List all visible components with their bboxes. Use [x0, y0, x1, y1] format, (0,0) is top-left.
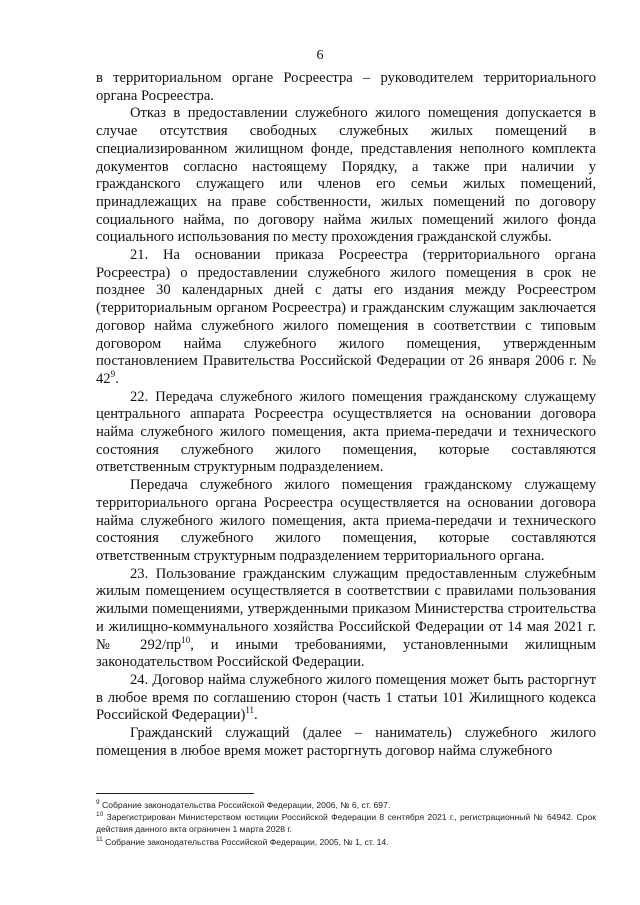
paragraph-text-tail: . — [115, 370, 119, 387]
paragraph-item-22: 22. Передача служебного жилого помещения гражданскому служащему центрального аппарата Росреестра осуществляется на основании договора найма служебного жилого помещения, акта приема-передачи и технического состояния служебного жилого помещения, которые составляются ответственным структурным подразделением. — [96, 388, 596, 476]
paragraph-text: 21. На основании приказа Росреестра (территориального органа Росреестра) о предоставлении служебного жилого помещения в срок не позднее 30 календарных дней с даты его издания между Росреестром (территориальным органом Росреестра) и гражданским служащим заключается договор найма служебного жилого помещения в соответствии с типовым договором найма служебного жилого помещения, утвержденным постановлением Правительства Российской Федерации от 26 января 2006 г. № 42 — [96, 247, 596, 387]
footnote-number: 10 — [96, 811, 104, 819]
footnote-separator — [96, 793, 254, 794]
paragraph-text-tail: . — [254, 707, 258, 724]
paragraph-item-23 — [96, 566, 596, 672]
footnote-9 — [96, 799, 596, 811]
footnote-ref: 9 — [110, 369, 116, 380]
paragraph-item-24 — [96, 672, 596, 725]
footnotes — [96, 799, 596, 848]
paragraph-refusal-grounds: Отказ в предоставлении служебного жилого помещения допускается в случае отсутствия свободных служебных жилых помещений в специализированном жилищном фонде, представления неполного комплекта документов согласно настоящему Порядку, а также при наличии у гражданского служащего или членов его семьи жилых помещений, принадлежащих на праве собственности, жилых помещений по договору социального найма, по договору найма жилых помещений жилого фонда социального использования по месту прохождения гражданской службы. — [96, 105, 596, 246]
footnote-text: Собрание законодательства Российской Федерации, 2005, № 1, ст. 14. — [102, 836, 389, 847]
footnote-text: Зарегистрирован Министерством юстиции Российской Федерации 8 сентября 2021 г., регистрационный № 64942. Срок действия данного акта ограничен 1 марта 2028 г. — [96, 812, 596, 835]
paragraph-continuation: в территориальном органе Росреестра – руководителем территориального органа Росреестра. — [96, 70, 596, 104]
footnote-ref: 10 — [181, 634, 191, 645]
footnote-11 — [96, 836, 596, 848]
footnote-text: Собрание законодательства Российской Федерации, 2006, № 6, ст. 697. — [99, 800, 391, 810]
footnote-10 — [96, 811, 596, 835]
paragraph-text: 23. Пользование гражданским служащим предоставленным служебным жилым помещением осуществляется в соответствии с правилами пользования жилыми помещениями, утвержденными приказом Министерства строительства и жилищно-коммунального хозяйства Российской Федерации от 14 мая 2021 г. № 292/пр — [96, 565, 596, 653]
paragraph-item-21 — [96, 247, 596, 389]
paragraph-text-tail: , и иными требованиями, установленными жилищным законодательством Российской Федерации. — [96, 636, 597, 671]
page-number: 6 — [316, 48, 324, 63]
footnote-number: 11 — [96, 835, 103, 843]
footnote-ref: 11 — [245, 705, 255, 716]
document-body — [96, 70, 596, 760]
paragraph-tenant-termination: Гражданский служащий (далее – наниматель) служебного жилого помещения в любое время может расторгнуть договор найма служебного — [96, 725, 596, 759]
paragraph-territorial-transfer: Передача служебного жилого помещения гражданскому служащему территориального органа Росреестра осуществляется на основании договора найма служебного жилого помещения, акта приема-передачи и технического состояния служебного жилого помещения, которые составляются ответственным структурным подразделением территориального органа. — [96, 477, 596, 564]
footnote-number: 9 — [96, 799, 100, 807]
paragraph-text: 24. Договор найма служебного жилого помещения может быть расторгнут в любое время по соглашению сторон (часть 1 статьи 101 Жилищного кодекса Российской Федерации) — [96, 671, 596, 724]
